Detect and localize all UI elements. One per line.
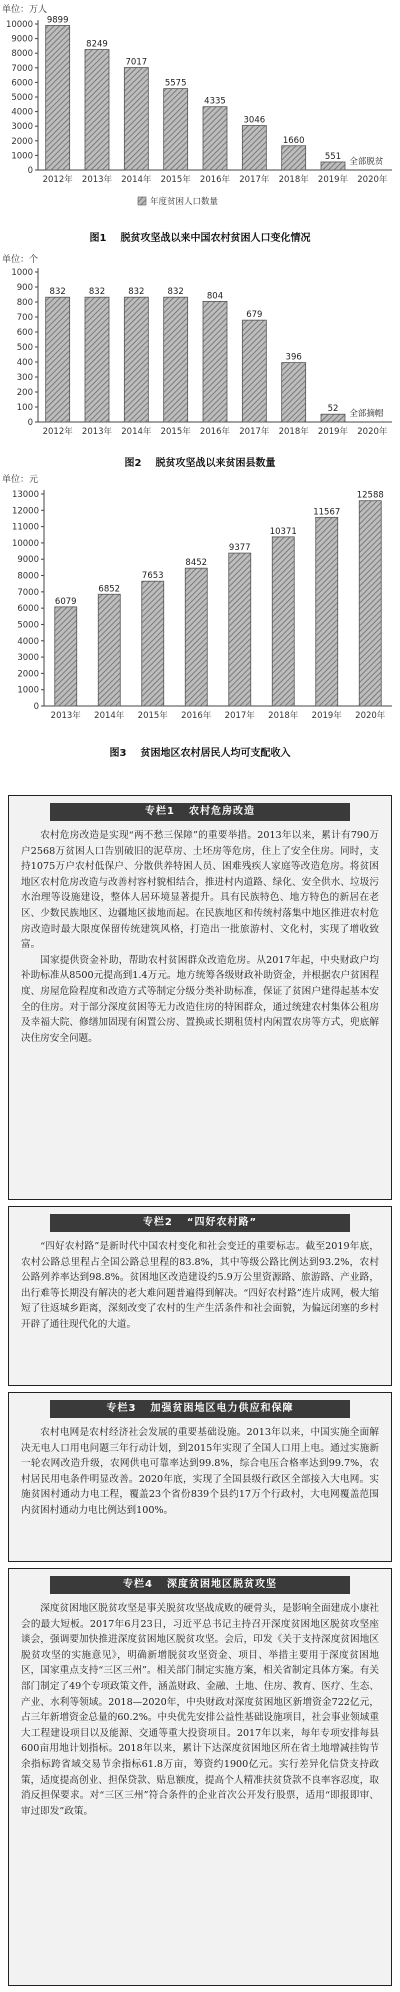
- x-tick-label: 2018年: [278, 175, 309, 185]
- bar: [46, 25, 70, 170]
- feature-box-4-heading: [50, 1576, 350, 1594]
- x-tick-label: 2015年: [137, 711, 168, 721]
- data-label: 7653: [141, 571, 164, 582]
- chart-1-caption-text: 脱贫攻坚战以来中国农村贫困人口变化情况: [120, 233, 311, 244]
- y-tick-label: 9000: [11, 34, 33, 45]
- feature-box-1: [8, 795, 392, 1200]
- bar: [85, 297, 109, 422]
- y-tick-label: 11000: [11, 522, 39, 533]
- y-tick-label: 900: [16, 283, 33, 293]
- y-tick-label: 500: [16, 343, 33, 353]
- y-tick-label: 6000: [11, 78, 33, 89]
- feature-box-1-number: 专栏1: [145, 806, 175, 817]
- data-label: 4335: [204, 96, 226, 107]
- data-label: 396: [285, 352, 302, 363]
- y-tick-label: 600: [16, 328, 33, 338]
- bar: [85, 50, 109, 170]
- bar: [282, 146, 306, 170]
- bar: [272, 537, 294, 706]
- y-tick-label: 1000: [11, 151, 33, 162]
- feature-box-3: [8, 1392, 392, 1562]
- bar: [242, 126, 266, 170]
- chart-2-svg: [0, 250, 400, 450]
- data-label: 6079: [54, 596, 77, 607]
- y-tick-label: 4000: [11, 107, 33, 118]
- x-tick-label: 2019年: [317, 175, 349, 185]
- end-label: 全部摘帽: [349, 409, 384, 419]
- chart-2: [0, 250, 400, 470]
- feature-box-1-heading: [50, 803, 350, 821]
- data-label: 832: [49, 287, 66, 298]
- x-tick-label: 2017年: [224, 711, 255, 721]
- y-tick-label: 10000: [5, 20, 33, 30]
- feature-box-4: [8, 1568, 392, 1986]
- bar: [321, 162, 345, 170]
- chart-3: [0, 470, 400, 770]
- chart-3-caption-num: 图3: [109, 748, 127, 759]
- feature-box-3-title: 加强贫困地区电力供应和保障: [150, 1403, 294, 1414]
- y-tick-label: 8000: [11, 49, 33, 60]
- feature-box-3-paragraph: 农村电网是农村经济社会发展的重要基础设施。2013年以来，中国实施全面解决无电人口用电问题三年行动计划，到2015年实现了全国人口用上电。通过实施新一轮农网改造升级，农网供电可靠率达到99.8%，综合电压合格率达到99.7%，农村居民用电条件明显改善。2020年底，实现了全国县级行政区全部接入大电网。实施贫困村通动力电工程，覆盖23个省份839个县约17万个行政村，大电网覆盖范围内贫困村通动力电比例达到100%。: [21, 1427, 379, 1516]
- x-tick-label: 2014年: [94, 711, 125, 721]
- y-tick-label: 1000: [17, 685, 39, 696]
- data-label: 9377: [228, 543, 251, 554]
- bar: [203, 301, 227, 422]
- chart-1-svg: [0, 0, 400, 225]
- x-tick-label: 2020年: [357, 427, 388, 437]
- data-label: 832: [167, 287, 184, 298]
- chart-2-caption-text: 脱贫攻坚战以来贫困县数量: [155, 458, 276, 469]
- data-label: 8452: [185, 558, 208, 569]
- bar: [242, 320, 266, 422]
- chart-3-caption: [0, 744, 400, 759]
- y-tick-label: 2000: [17, 669, 39, 680]
- x-tick-label: 2013年: [81, 175, 113, 185]
- feature-box-2-paragraph: “四好农村路”是新时代中国农村变化和社会变迁的重要标志。截至2019年底，农村公路总里程占全国公路总里程的83.8%，其中等级公路比例达到93.2%，农村公路列养率达到98.8%。贫困地区改造建设约5.9万公里资源路、旅游路、产业路，出行难等长期没有解决的老大难问题普遍得到解决。“四好农村路”连片成网，极大缩短了往返城乡距离，深刻改变了农村的生产生活条件和社会面貌，为偏远闭塞的乡村开辟了通往现代化的大道。: [21, 1241, 379, 1330]
- feature-box-2-body: [9, 1232, 391, 1339]
- bar: [203, 107, 227, 170]
- data-label: 832: [128, 287, 145, 298]
- y-tick-label: 5000: [17, 620, 39, 631]
- feature-box-4-body: [9, 1594, 391, 1825]
- chart-1-caption-num: 图1: [89, 233, 107, 244]
- feature-box-4-title: 深度贫困地区脱贫攻坚: [166, 1579, 277, 1590]
- x-tick-label: 2016年: [181, 711, 212, 721]
- end-label: 全部脱贫: [349, 157, 384, 167]
- x-tick-label: 2016年: [199, 427, 231, 437]
- bar: [359, 501, 381, 706]
- bar: [46, 297, 70, 422]
- x-tick-label: 2015年: [160, 175, 191, 185]
- x-tick-label: 2014年: [121, 427, 152, 437]
- chart-1-caption: [0, 229, 400, 244]
- y-tick-label: 0: [27, 418, 33, 428]
- y-tick-label: 800: [16, 298, 33, 308]
- feature-box-2-title: “四好农村路”: [186, 1217, 258, 1228]
- unit-label: 单位：万人: [2, 5, 48, 15]
- data-label: 11567: [313, 507, 341, 518]
- legend-label: 年度贫困人口数量: [150, 197, 219, 207]
- bar: [282, 363, 306, 422]
- feature-box-4-number: 专栏4: [123, 1579, 153, 1590]
- data-label: 9899: [46, 15, 69, 26]
- bar: [316, 517, 338, 706]
- data-label: 6852: [98, 584, 121, 595]
- chart-2-caption: [0, 454, 400, 469]
- chart-1: [0, 0, 400, 250]
- unit-label: 单位：元: [2, 475, 39, 485]
- legend-swatch: [138, 197, 146, 205]
- x-tick-label: 2019年: [311, 711, 342, 721]
- x-tick-label: 2020年: [357, 175, 388, 185]
- bar: [321, 414, 345, 422]
- data-label: 12588: [356, 490, 384, 501]
- data-label: 1660: [282, 135, 305, 146]
- feature-box-1-title: 农村危房改造: [188, 806, 255, 817]
- chart-3-caption-text: 贫困地区农村居民人均可支配收入: [140, 748, 291, 759]
- x-tick-label: 2012年: [42, 175, 73, 185]
- y-tick-label: 2000: [11, 136, 33, 147]
- data-label: 7017: [125, 57, 148, 68]
- x-tick-label: 2018年: [268, 711, 299, 721]
- y-tick-label: 4000: [17, 636, 39, 647]
- x-tick-label: 2013年: [50, 711, 81, 721]
- x-tick-label: 2017年: [239, 175, 270, 185]
- bar: [185, 568, 207, 706]
- y-tick-label: 1000: [11, 268, 33, 278]
- bar: [55, 607, 77, 706]
- unit-label: 单位：个: [2, 255, 39, 265]
- y-tick-label: 8000: [17, 571, 39, 582]
- x-tick-label: 2020年: [355, 711, 386, 721]
- y-tick-label: 100: [16, 403, 33, 413]
- data-label: 5575: [164, 78, 187, 89]
- x-tick-label: 2019年: [317, 427, 349, 437]
- y-tick-label: 10000: [11, 538, 39, 549]
- feature-box-1-paragraph: 农村危房改造是实现“两不愁三保障”的重要举措。2013年以来，累计有790万户2568万贫困人口告别破旧的泥草房、土坯房等危房，住上了安全住房。同时，支持1075万户农村低保户、分散供养特困人员、困难残疾人家庭等改造危房。将贫困地区农村危房改造与改善村容村貌相结合，推进村内道路、绿化、安全供水、垃圾污水治理等设施建设，整体人居环境显著提升。具有民族特色、地方特色的新居在老区、少数民族地区、边疆地区拔地而起。在民族地区和传统村落集中地区推进农村危房改造时最大限度保留传统建筑风格，打造出一批旅游村、文化村，实现了增收致富。: [21, 830, 379, 951]
- y-tick-label: 7000: [11, 63, 33, 74]
- y-tick-label: 700: [16, 313, 33, 323]
- bar: [164, 297, 188, 422]
- y-tick-label: 0: [33, 702, 39, 712]
- data-label: 10371: [269, 526, 297, 537]
- bar: [142, 581, 164, 706]
- feature-box-1-paragraph: 国家提供资金补助，帮助农村贫困群众改造危房。从2017年起，中央财政户均补助标准从8500元提高到1.4万元。地方统筹各级财政补助资金，并根据农户贫困程度、房屋危险程度和改造方式等制定分级分类补助标准，保证了贫困户建得起基本安全的住房。对于部分深度贫困等无力改造住房的特困群众，通过统建农村集体公租房及幸福大院、修缮加固现有闲置公房、置换或长期租赁村内闲置农房等方式，兜底解决住房安全问题。: [21, 954, 379, 1044]
- feature-box-2: [8, 1206, 392, 1386]
- x-tick-label: 2014年: [121, 175, 152, 185]
- y-tick-label: 6000: [17, 604, 39, 615]
- y-tick-label: 3000: [11, 122, 33, 133]
- x-tick-label: 2018年: [278, 427, 309, 437]
- feature-box-3-number: 专栏3: [106, 1403, 137, 1414]
- bar: [98, 594, 120, 706]
- chart-2-caption-num: 图2: [124, 458, 142, 469]
- data-label: 52: [327, 404, 339, 415]
- y-tick-label: 5000: [11, 93, 33, 103]
- bar: [164, 89, 188, 170]
- feature-box-4-paragraph: 深度贫困地区脱贫攻坚是事关脱贫攻坚战成败的硬骨头，是影响全面建成小康社会的最大短板。2017年6月23日，习近平总书记主持召开深度贫困地区脱贫攻坚座谈会，强调要加快推进深度贫困地区脱贫攻坚。会后，印发《关于支持深度贫困地区脱贫攻坚的实施意见》，明确新增脱贫攻坚资金、项目、举措主要用于深度贫困地区，国家重点支持“三区三州”。相关部门制定实施方案，相关省制定具体方案。有关部门制定了49个专项政策文件，涵盖财政、金融、土地、住房、教育、医疗、生态、产业、水利等领域。2018—2020年，中央财政对深度贫困地区新增资金722亿元，占三年新增资金总量的60.2%。中央优先安排公益性基础设施项目，社会事业领域重大工程建设项目以及能源、交通等重大投资项目。2017年以来，每年专项安排每县600亩用地计划指标。2018年以来，累计下达深度贫困地区所在省土地增减挂钩节余指标跨省域交易节余指标61.8万亩，筹资约1900亿元。实行差异化信贷支持政策，适度提高创业、担保贷款、贴息额度，提高个人精准扶贫贷款不良率容忍度，取消反担保要求。对“三区三州”符合条件的企业首次公开发行股票，适用“即报即审、审过即发”政策。: [21, 1603, 379, 1817]
- data-label: 679: [246, 310, 263, 321]
- data-label: 8249: [86, 39, 108, 50]
- data-label: 804: [206, 291, 224, 302]
- y-tick-label: 0: [27, 166, 33, 176]
- feature-box-3-body: [9, 1418, 391, 1525]
- y-tick-label: 12000: [11, 506, 39, 517]
- x-tick-label: 2013年: [81, 427, 113, 437]
- x-tick-label: 2017年: [239, 427, 270, 437]
- feature-box-1-body: [9, 821, 391, 1052]
- feature-box-2-heading: [50, 1214, 350, 1232]
- data-label: 551: [324, 151, 342, 162]
- x-tick-label: 2012年: [42, 427, 73, 437]
- y-tick-label: 300: [16, 373, 33, 383]
- y-tick-label: 13000: [11, 490, 39, 500]
- bar: [124, 68, 148, 170]
- feature-box-3-heading: [50, 1400, 350, 1418]
- y-tick-label: 200: [16, 388, 33, 398]
- data-label: 832: [88, 287, 106, 298]
- bar: [124, 297, 148, 422]
- x-tick-label: 2016年: [199, 175, 231, 185]
- x-tick-label: 2015年: [160, 427, 191, 437]
- y-tick-label: 3000: [17, 653, 39, 664]
- feature-box-2-number: 专栏2: [142, 1217, 173, 1228]
- y-tick-label: 9000: [17, 555, 39, 566]
- data-label: 3046: [243, 115, 266, 126]
- chart-3-svg: [0, 470, 400, 730]
- y-tick-label: 400: [16, 358, 33, 368]
- y-tick-label: 7000: [17, 587, 39, 598]
- bar: [229, 553, 251, 706]
